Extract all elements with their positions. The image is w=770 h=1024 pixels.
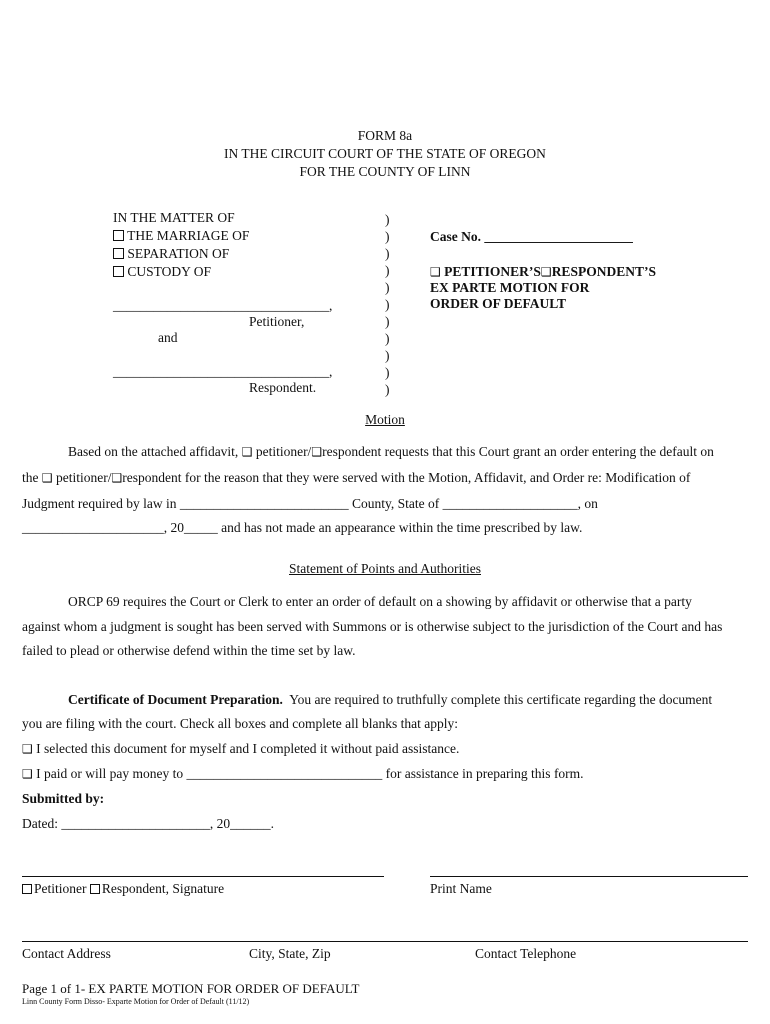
- contact-address-label: Contact Address: [22, 946, 111, 961]
- motion-line-2: the ❑ petitioner/❑respondent for the reason that they were served with the Motion, Affidavit, and Order re: Modification of: [22, 470, 691, 485]
- form-number: FORM 8a: [357, 128, 413, 143]
- petitioner-label: Petitioner,: [249, 314, 305, 329]
- city-state-zip-label: City, State, Zip: [249, 946, 331, 961]
- checkbox-icon[interactable]: ❑: [22, 742, 33, 756]
- county-name: FOR THE COUNTY OF LINN: [299, 164, 471, 179]
- respondent-checkbox-icon[interactable]: ❑: [111, 471, 123, 485]
- court-name: IN THE CIRCUIT COURT OF THE STATE OF OREGON: [224, 146, 546, 161]
- respondent-name-field[interactable]: ________________________________,: [113, 364, 333, 379]
- signature-label: Petitioner Respondent, Signature: [22, 881, 224, 897]
- respondent-label: Respondent.: [249, 380, 317, 395]
- case-number: Case No. ______________________: [430, 229, 633, 244]
- certificate-title: Certificate of Document Preparation.: [68, 692, 283, 707]
- respondent-checkbox-icon[interactable]: ❑: [540, 265, 552, 279]
- print-name-line[interactable]: [430, 876, 748, 877]
- option-separation[interactable]: SEPARATION OF: [113, 246, 229, 262]
- contact-line[interactable]: [22, 941, 748, 942]
- motion-line-1: Based on the attached affidavit, ❑ petitioner/❑respondent requests that this Court grant an order entering the default on: [68, 444, 714, 459]
- caption-divider: ) ) ) ) ) ) ) ) ) ) ): [385, 212, 390, 397]
- motion-heading: Motion: [365, 412, 405, 427]
- option-marriage[interactable]: THE MARRIAGE OF: [113, 228, 249, 244]
- checkbox-icon[interactable]: [113, 266, 124, 277]
- motion-line-4: _____________________, 20_____ and has not made an appearance within the time prescribed by law.: [22, 520, 583, 535]
- matter-label: IN THE MATTER OF: [113, 210, 235, 225]
- certificate-line-1: Certificate of Document Preparation. You are required to truthfully complete this certificate regarding the document: [68, 692, 713, 707]
- petitioner-name-field[interactable]: ________________________________,: [113, 298, 333, 313]
- certificate-line-2: you are filing with the court. Check all boxes and complete all blanks that apply:: [22, 716, 459, 731]
- form-identifier: Linn County Form Disso- Exparte Motion for Order of Default (11/12): [22, 997, 250, 1006]
- petitioner-checkbox-icon[interactable]: [22, 884, 32, 894]
- print-name-label: Print Name: [430, 881, 492, 896]
- document-title-line1: ❑ PETITIONER’S❑RESPONDENT’S: [430, 264, 656, 279]
- page-footer: Page 1 of 1- EX PARTE MOTION FOR ORDER OF DEFAULT: [22, 981, 360, 996]
- respondent-checkbox-icon[interactable]: [90, 884, 100, 894]
- checkbox-icon[interactable]: ❑: [22, 767, 33, 781]
- authorities-line-3: failed to plead or otherwise defend within the time set by law.: [22, 643, 356, 658]
- respondent-checkbox-icon[interactable]: ❑: [311, 445, 323, 459]
- petitioner-checkbox-icon[interactable]: ❑: [41, 471, 53, 485]
- motion-line-3: Judgment required by law in _________________________ County, State of ____________________, on: [22, 496, 598, 511]
- petitioner-checkbox-icon[interactable]: ❑: [241, 445, 253, 459]
- dated-field[interactable]: Dated: ______________________, 20______.: [22, 816, 274, 831]
- authorities-line-2: against whom a judgment is sought has been served with Summons or is otherwise subject to the jurisdiction of the Court and has: [22, 619, 723, 634]
- signature-line[interactable]: [22, 876, 384, 877]
- authorities-line-1: ORCP 69 requires the Court or Clerk to enter an order of default on a showing by affidavit or otherwise that a party: [68, 594, 692, 609]
- submitted-by-label: Submitted by:: [22, 791, 105, 806]
- checkbox-icon[interactable]: [113, 248, 124, 259]
- certificate-option-2[interactable]: ❑ I paid or will pay money to _____________________________ for assistance in preparing this form.: [22, 766, 584, 781]
- option-custody[interactable]: CUSTODY OF: [113, 264, 211, 280]
- certificate-option-1[interactable]: ❑ I selected this document for myself and I completed it without paid assistance.: [22, 741, 460, 756]
- and-label: and: [158, 330, 178, 345]
- document-title-line2: EX PARTE MOTION FOR: [430, 280, 590, 295]
- authorities-heading: Statement of Points and Authorities: [289, 561, 481, 576]
- checkbox-icon[interactable]: [113, 230, 124, 241]
- document-title-line3: ORDER OF DEFAULT: [430, 296, 567, 311]
- petitioner-checkbox-icon[interactable]: ❑: [430, 265, 441, 279]
- case-number-field[interactable]: ______________________: [484, 229, 633, 244]
- contact-telephone-label: Contact Telephone: [475, 946, 577, 961]
